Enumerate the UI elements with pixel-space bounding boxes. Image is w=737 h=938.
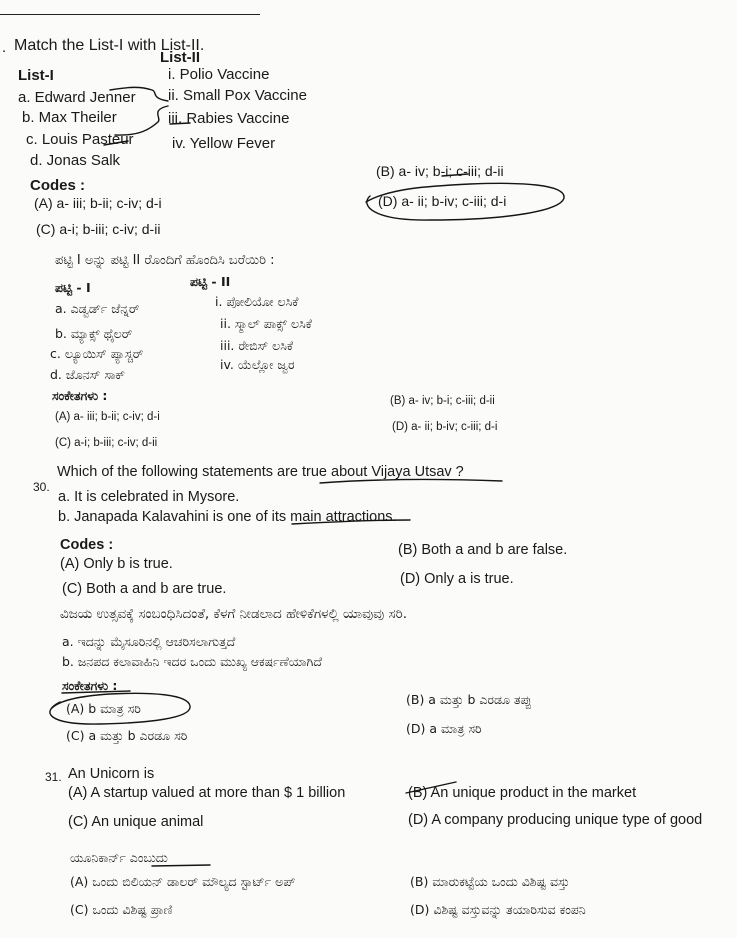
q31-kn-option-d: (D) ವಿಶಿಷ್ಟ ವಸ್ತುವನ್ನು ತಯಾರಿಸುವ ಕಂಪನಿ <box>410 902 586 917</box>
q30-statement-b: b. Janapada Kalavahini is one of its main attractions. <box>58 509 397 525</box>
q29-list1-item: d. Jonas Salk <box>30 152 121 169</box>
q29-list1-item: a. Edward Jenner <box>18 89 136 106</box>
q29-kn-option-b: (B) a- iv; b-i; c-iii; d-ii <box>390 395 495 407</box>
q31-kn-question: ಯೂನಿಕಾರ್ನ್ ಎಂಬುದು <box>70 850 168 865</box>
q31-option-d: (D) A company producing unique type of good <box>408 812 703 828</box>
q29-list2-item: iii. Rabies Vaccine <box>168 110 290 127</box>
q31-number: 31. <box>45 770 62 784</box>
q30-kn-question: ವಿಜಯ ಉತ್ಸವಕ್ಕೆ ಸಂಬಂಧಿಸಿದಂತೆ, ಕೆಳಗೆ ನೀಡಲಾದ ಹೇಳಿಕೆಗಳಲ್ಲಿ ಯಾವುವು ಸರಿ. <box>60 606 408 622</box>
q29-kn-list1-item: b. ಮ್ಯಾಕ್ಸ್ ಥೈಲರ್ <box>55 326 133 341</box>
q29-kn-list2-item: ii. ಸ್ಮಾಲ್ ಪಾಕ್ಸ್ ಲಸಿಕೆ <box>220 316 312 331</box>
q29-question: Match the List-I with List-II. <box>14 37 205 54</box>
q29-list1-head: List-I <box>18 67 54 84</box>
underline-q31-kn <box>152 865 210 866</box>
q30-kn-option-a: (A) b ಮಾತ್ರ ಸರಿ <box>66 701 141 716</box>
q30-codes-label: Codes : <box>60 537 114 553</box>
q30-option-b: (B) Both a and b are false. <box>398 542 568 558</box>
q30-option-c: (C) Both a and b are true. <box>62 581 227 597</box>
q29-number: . <box>2 39 7 56</box>
q29-codes-label: Codes : <box>30 177 86 194</box>
q29-option-a: (A) a- iii; b-ii; c-iv; d-i <box>34 195 162 211</box>
q31-kn-option-a: (A) ಒಂದು ಬಿಲಿಯನ್ ಡಾಲರ್ ಮೌಲ್ಯದ ಸ್ಟಾರ್ಟ್ ಅಪ್ <box>70 874 296 889</box>
q31-option-c: (C) An unique animal <box>68 814 204 830</box>
q31-kn-option-b: (B) ಮಾರುಕಟ್ಟೆಯ ಒಂದು ವಿಶಿಷ್ಟ ವಸ್ತು <box>410 874 570 889</box>
q29-list2-item: ii. Small Pox Vaccine <box>168 87 307 104</box>
q29-kn-list1-item: c. ಲ್ಯೂಯಿಸ್ ಪ್ಯಾಸ್ಚರ್ <box>50 346 144 361</box>
q29-list2-head: List-II <box>160 49 200 66</box>
q30-kn-option-b: (B) a ಮತ್ತು b ಎರಡೂ ತಪ್ಪು <box>406 692 532 707</box>
q29-kn-option-d: (D) a- ii; b-iv; c-iii; d-i <box>392 421 498 433</box>
q30-kn-statement-a: a. ಇದನ್ನು ಮೈಸೂರಿನಲ್ಲಿ ಆಚರಿಸಲಾಗುತ್ತದೆ <box>62 634 236 649</box>
q29-kn-option-c: (C) a-i; b-iii; c-iv; d-ii <box>55 437 158 449</box>
q31-question: An Unicorn is <box>68 766 155 782</box>
q31-kn-option-c: (C) ಒಂದು ವಿಶಿಷ್ಟ ಪ್ರಾಣಿ <box>70 902 173 917</box>
q30-statement-a: a. It is celebrated in Mysore. <box>58 489 240 505</box>
q29-kn-list2-item: iv. ಯೆಲ್ಲೋ ಜ್ವರ <box>220 357 295 372</box>
q29-kn-list2-item: iii. ರೇಬಿಸ್ ಲಸಿಕೆ <box>220 338 294 353</box>
q29-kn-option-a: (A) a- iii; b-ii; c-iv; d-i <box>55 411 160 423</box>
q29-list2-item: iv. Yellow Fever <box>172 135 276 152</box>
q29-kn-codes-label: ಸಂಕೇತಗಳು : <box>52 388 108 403</box>
q30-kn-statement-b: b. ಜನಪದ ಕಲಾವಾಹಿನಿ ಇದರ ಒಂದು ಮುಖ್ಯ ಆಕರ್ಷಣೆಯಾಗಿದೆ <box>62 654 322 669</box>
q29-kn-question: ಪಟ್ಟಿ I ಅನ್ನು ಪಟ್ಟಿ II ರೊಂದಿಗೆ ಹೊಂದಿಸಿ ಬರೆಯಿರಿ : <box>55 253 275 268</box>
q29-option-b: (B) a- iv; b-i; c-iii; d-ii <box>376 163 504 179</box>
q31-option-a: (A) A startup valued at more than $ 1 billion <box>68 785 346 801</box>
q29-option-d: (D) a- ii; b-iv; c-iii; d-i <box>378 193 507 209</box>
q30-option-a: (A) Only b is true. <box>60 556 173 572</box>
q29-list2-item: i. Polio Vaccine <box>168 66 270 83</box>
underline-vijaya-utsav <box>320 480 502 483</box>
q30-kn-option-d: (D) a ಮಾತ್ರ ಸರಿ <box>406 721 482 736</box>
q29-list1-item: c. Louis Pasteur <box>26 131 134 148</box>
q30-question: Which of the following statements are true about Vijaya Utsav ? <box>57 464 464 480</box>
q30-kn-codes-label: ಸಂಕೇತಗಳು : <box>62 678 118 693</box>
q30-option-d: (D) Only a is true. <box>400 571 514 587</box>
q29-kn-list2-item: i. ಪೋಲಿಯೋ ಲಸಿಕೆ <box>215 294 299 309</box>
q29-kn-list1-head: ಪಟ್ಟಿ - I <box>55 280 91 295</box>
q31-option-b: (B) An unique product in the market <box>408 785 637 801</box>
q29-option-c: (C) a-i; b-iii; c-iv; d-ii <box>36 221 161 237</box>
q30-kn-option-c: (C) a ಮತ್ತು b ಎರಡೂ ಸರಿ <box>66 728 188 743</box>
top-rule <box>0 14 260 15</box>
q30-number: 30. <box>33 480 50 494</box>
q29-kn-list1-item: d. ಜೊನಸ್ ಸಾಕ್ <box>50 367 126 382</box>
q29-kn-list1-item: a. ಎಡ್ವರ್ಡ್ ಜೆನ್ನರ್ <box>55 301 140 316</box>
q29-list1-item: b. Max Theiler <box>22 109 117 126</box>
q29-kn-list2-head: ಪಟ್ಟಿ - II <box>190 274 231 289</box>
